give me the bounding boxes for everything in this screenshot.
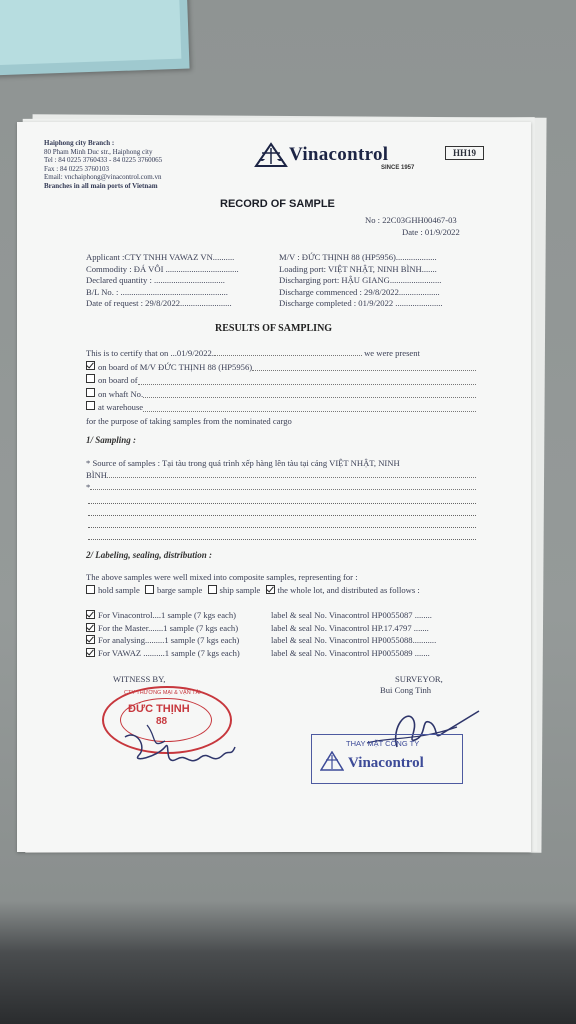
checkbox[interactable] [145, 585, 154, 594]
info-discharging-port: Discharging port: HẬU GIANG........................ [279, 275, 442, 285]
distribution-seal: label & seal No. Vinacontrol HP0055089 ....... [271, 647, 430, 658]
blank-line [88, 505, 476, 516]
info-loading-port: Loading port: VIỆT NHẬT, NINH BÌNH....... [279, 263, 437, 274]
checkbox[interactable] [86, 585, 95, 594]
checkbox-checked[interactable] [86, 610, 95, 619]
distribution-recipient: For Vinacontrol....1 sample (7 kgs each) [98, 610, 236, 620]
distribution-seal: label & seal No. Vinacontrol HP0055087 ........ [271, 610, 432, 620]
surveyor-company-stamp [311, 734, 463, 784]
branch-title: Haiphong city Branch : [44, 139, 115, 147]
document-number: No : 22C03GHH00467-03 [365, 215, 457, 225]
source-bullet-row [86, 481, 476, 493]
scales-icon [320, 751, 344, 771]
checkbox-checked[interactable] [86, 623, 95, 632]
document-title: RECORD OF SAMPLE [220, 198, 335, 210]
option-label: ship sample [219, 585, 261, 595]
branch-tel: Tel : 84 0225 3760433 - 84 0225 3760065 [44, 156, 163, 165]
checkbox[interactable] [86, 374, 95, 383]
checkbox[interactable] [86, 388, 95, 397]
location-list [86, 361, 476, 428]
distribution-row [86, 622, 436, 635]
logo-name: Vinacontrol [289, 144, 389, 165]
labeling-intro: The above samples were well mixed into composite samples, representing for : [86, 572, 358, 582]
stamp-caption: THAY MẶT CÔNG TY [346, 739, 420, 748]
branch-note: Branches in all main ports of Vietnam [44, 181, 158, 190]
checkbox[interactable] [86, 401, 95, 410]
blank-line [88, 493, 476, 504]
info-left-column [86, 252, 239, 310]
blank-line [88, 529, 476, 540]
source-line-1: * Source of samples : Tại tàu trong quá trình xếp hàng lên tàu tại cảng VIỆT NHẬT, NINH [86, 458, 400, 468]
distribution-recipient: For VAWAZ ..........1 sample (7 kgs each) [98, 647, 240, 658]
sampling-source [86, 457, 476, 493]
distribution-row [86, 634, 436, 647]
checkbox[interactable] [208, 585, 217, 594]
branch-address: 80 Pham Minh Duc str., Haiphong city [44, 147, 153, 156]
location-label: on board of M/V ĐỨC THỊNH 88 (HP5956) [98, 362, 253, 372]
distribution-seal: label & seal No. Vinacontrol HP0055088........... [271, 635, 437, 646]
location-label: on board of [98, 375, 138, 386]
location-item [86, 401, 476, 414]
distribution-seal: label & seal No. Vinacontrol HP.17.4797 ....... [271, 622, 429, 633]
option-label: barge sample [156, 585, 203, 595]
checkbox-checked[interactable] [86, 648, 95, 657]
document-date: Date : 01/9/2022 [402, 227, 460, 237]
location-item [86, 374, 476, 387]
stamp-company-name: ĐỨC THỊNH [128, 703, 190, 715]
distribution-row [86, 609, 436, 622]
location-item [86, 388, 476, 401]
distribution-row [86, 647, 436, 660]
location-label: at warehouse [98, 402, 144, 413]
info-discharge-commenced: Discharge commenced : 29/8/2022................... [279, 286, 440, 297]
surveyor-label: SURVEYOR, [395, 674, 443, 684]
info-declared-quantity: Declared quantity : ................................. [86, 275, 225, 285]
stamp-number: 88 [156, 716, 168, 727]
branch-info [44, 139, 162, 191]
checkbox-checked[interactable] [86, 361, 95, 370]
scales-icon [253, 142, 289, 168]
source-bullet: * [86, 482, 91, 492]
info-right-column [279, 252, 443, 310]
distribution-recipient: For analysing.........1 sample (7 kgs each) [98, 635, 240, 646]
certify-line [86, 348, 478, 358]
certify-prefix: This is to certify that on ...01/9/2022. [86, 348, 214, 358]
info-date-of-request: Date of request : 29/8/2022........................ [86, 298, 232, 308]
option-label: hold sample [98, 585, 140, 595]
sample-type-options [86, 585, 420, 595]
info-discharge-completed: Discharge completed : 01/9/2022 ...................... [279, 298, 443, 308]
branch-fax: Fax : 84 0225 3760103 [44, 164, 109, 173]
purpose-text: for the purpose of taking samples from the nominated cargo [86, 415, 292, 426]
results-heading: RESULTS OF SAMPLING [215, 323, 333, 334]
logo-since: SINCE 1957 [381, 165, 415, 171]
location-item [86, 361, 476, 374]
labeling-heading: 2/ Labeling, sealing, distribution : [86, 550, 213, 560]
info-vessel: M/V : ĐỨC THỊNH 88 (HP5956)................... [279, 252, 437, 262]
stamp-ring-text: CTY THƯƠNG MẠI & VẬN TẢI [124, 690, 201, 696]
witness-label: WITNESS BY, [113, 674, 166, 684]
info-commodity: Commodity : ĐÁ VÔI .................................. [86, 263, 239, 274]
info-applicant: Applicant :CTY TNHH VAWAZ VN.......... [86, 252, 235, 262]
stamp-company-name: Vinacontrol [348, 755, 424, 771]
branch-email: Email: vnchaiphong@vinacontrol.com.vn [44, 173, 162, 182]
sampling-heading: 1/ Sampling : [86, 435, 137, 445]
checkbox-checked[interactable] [266, 585, 275, 594]
witness-signature-icon [117, 707, 247, 777]
blank-line [88, 517, 476, 528]
vinacontrol-logo [253, 142, 415, 171]
location-label: on whaft No. [98, 388, 144, 399]
record-of-sample-document [17, 122, 531, 852]
certify-suffix: we were present [364, 348, 420, 358]
distribution-list [86, 609, 436, 659]
info-bl-no: B/L No. : .................................................. [86, 286, 228, 297]
option-label: the whole lot, and distributed as follows : [277, 585, 420, 595]
form-code: HH19 [445, 146, 484, 160]
distribution-recipient: For the Master.......1 sample (7 kgs each) [98, 622, 239, 633]
source-line-2-row [86, 469, 476, 481]
surveyor-name: Bui Cong Tinh [380, 685, 432, 695]
checkbox-checked[interactable] [86, 635, 95, 644]
source-line-2: BÌNH [86, 470, 108, 480]
folder-inner [0, 0, 181, 65]
